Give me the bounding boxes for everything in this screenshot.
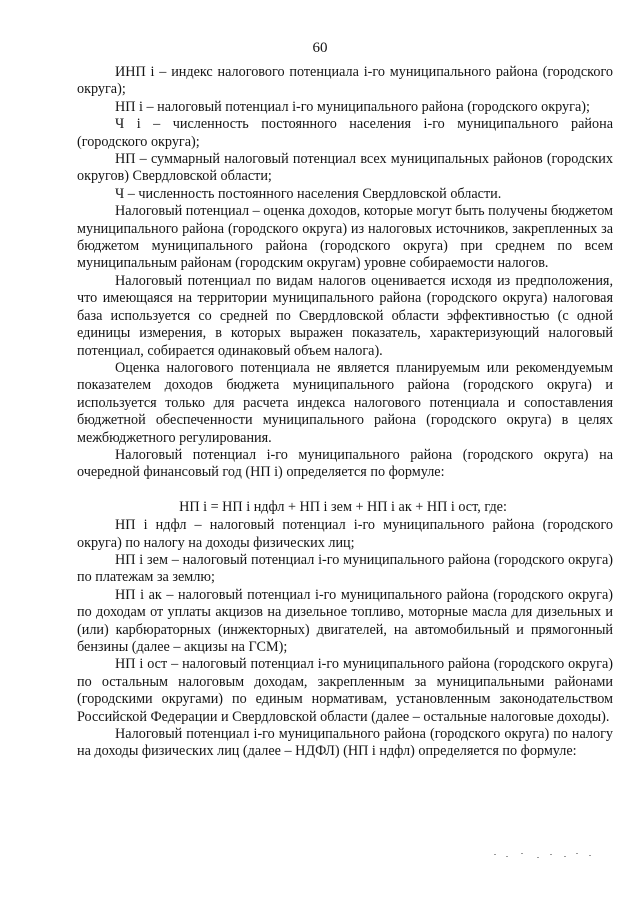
paragraph-np-total-definition: НП – суммарный налоговый потенциал всех муниципальных районов (городских округов) Свердловской области; bbox=[77, 151, 613, 185]
paragraph-ch-definition: Ч – численность постоянного населения Свердловской области. bbox=[115, 185, 502, 202]
definition-np-i-ak: НП i ак – налоговый потенциал i-го муниципального района (городского округа) по доходам от уплаты акцизов на дизельное топливо, моторные масла для дизельных и (или) карбюраторных (инжекторных) двигателей, на автомобильный и прямогонный бензины (далее – акцизы на ГСМ); bbox=[77, 586, 613, 655]
formula-np-i: НП i = НП i ндфл + НП i зем + НП i ак + НП i ост, где: bbox=[179, 498, 507, 515]
paragraph-ch-i-definition: Ч i – численность постоянного населения i-го муниципального района (городского округа); bbox=[77, 116, 613, 150]
paragraph-formula-intro: Налоговый потенциал i-го муниципального района (городского округа) на очередной финансовый год (НП i) определяется по формуле: bbox=[77, 446, 613, 481]
page-number: 60 bbox=[312, 40, 328, 56]
definition-np-i-ost: НП i ост – налоговый потенциал i-го муниципального района (городского округа) по остальным налоговым доходам, закрепленным за муниципальными районами (городскими округами) по единым нормативам, установленным законодательством Российской Федерации и Свердловской области (далее – остальные налоговые доходы). bbox=[77, 656, 613, 725]
definition-np-i-zem: НП i зем – налоговый потенциал i-го муниципального района (городского округа) по платежам за землю; bbox=[77, 551, 613, 586]
definition-np-i-ndfl: НП i ндфл – налоговый потенциал i-го муниципального района (городского округа) по налогу на доходы физических лиц; bbox=[77, 517, 613, 551]
paragraph-np-i-definition: НП i – налоговый потенциал i-го муниципального района (городского округа); bbox=[115, 98, 590, 115]
paragraph-tax-potential-concept: Налоговый потенциал – оценка доходов, которые могут быть получены бюджетом муниципального района (городского округа) из налоговых источников, закрепленных за бюджетом муниципального района (городского округа) при среднем по всем муниципальным районам (городским округам) уровне собираемости налогов. bbox=[77, 203, 613, 272]
paragraph-inp-definition: ИНП i – индекс налогового потенциала i-го муниципального района (городского округа); bbox=[77, 64, 613, 98]
scan-noise bbox=[490, 851, 600, 861]
paragraph-tax-potential-by-type: Налоговый потенциал по видам налогов оценивается исходя из предположения, что имеющаяся на территории муниципального района (городского округа) налоговая база используется со средней по Свердловской области эффективностью (с одной единицы измерения, в которых выражен показатель, характеризующий налоговый потенциал, собирается одинаковый объем налога). bbox=[77, 272, 613, 359]
paragraph-ndfl-formula-intro: Налоговый потенциал i-го муниципального района (городского округа) по налогу на доходы физических лиц (далее – НДФЛ) (НП i ндфл) определяется по формуле: bbox=[77, 726, 613, 760]
document-body bbox=[77, 64, 613, 761]
paragraph-assessment-note: Оценка налогового потенциала не является планируемым или рекомендуемым показателем доходов бюджета муниципального района (городского округа) и используется только для расчета индекса налогового потенциала и сопоставления бюджетной обеспеченности муниципального района (городского округа) в целях межбюджетного регулирования. bbox=[77, 359, 613, 446]
